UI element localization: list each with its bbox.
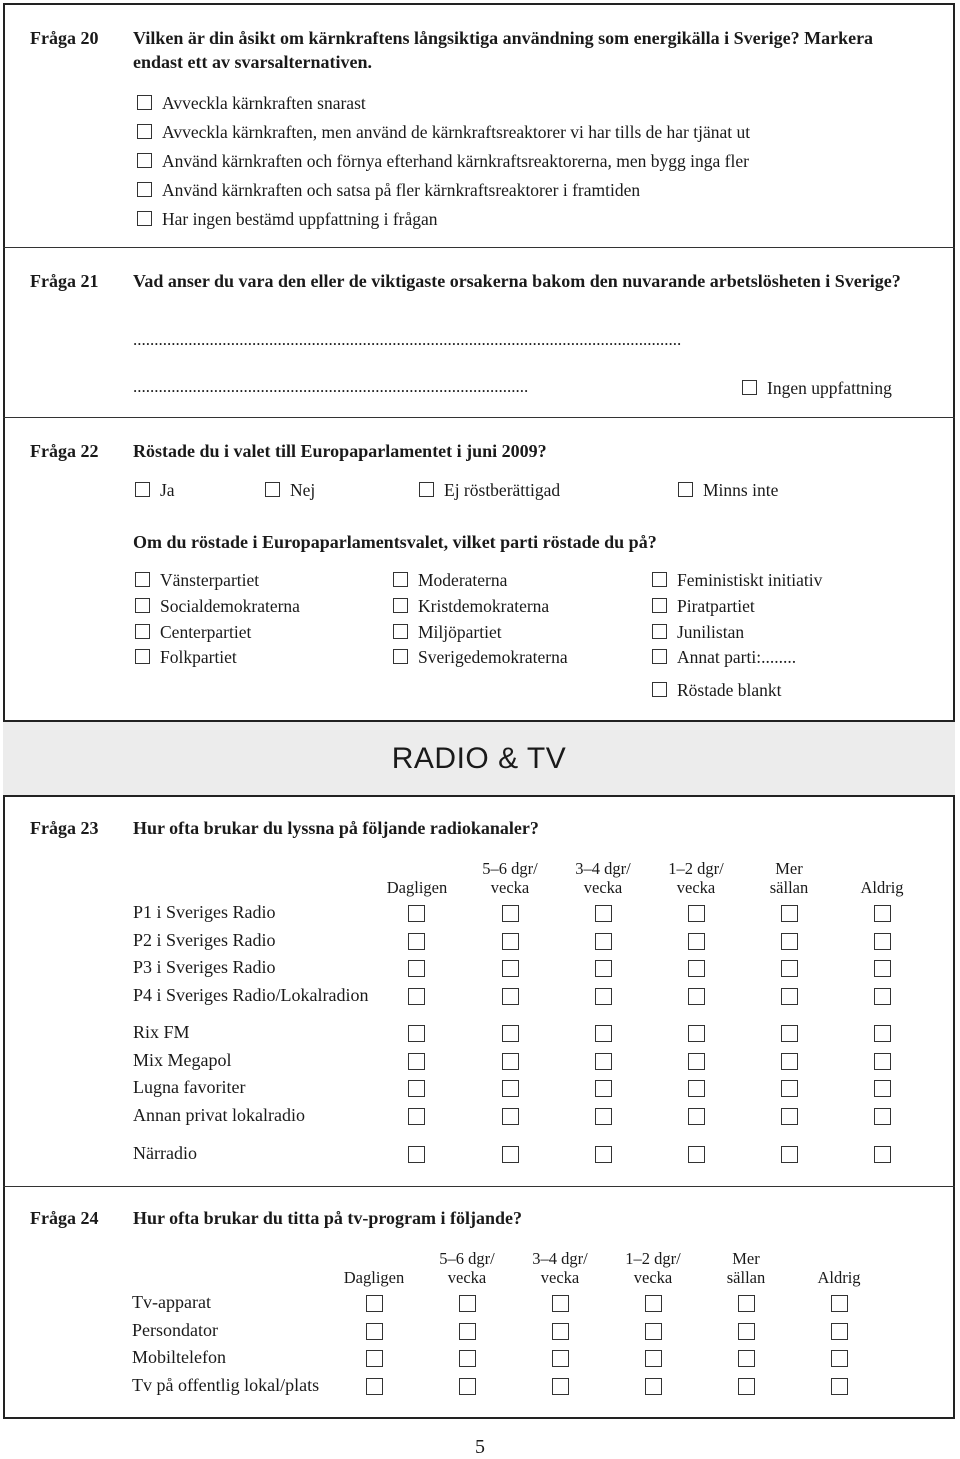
q23-frequency-checkbox[interactable] (781, 1025, 798, 1042)
q24-frequency-checkbox[interactable] (366, 1378, 383, 1395)
checkbox[interactable] (137, 211, 152, 226)
q24-frequency-checkbox[interactable] (831, 1378, 848, 1395)
checkbox[interactable] (137, 153, 152, 168)
q23-frequency-checkbox[interactable] (781, 1108, 798, 1125)
q23-frequency-checkbox[interactable] (502, 905, 519, 922)
q23-frequency-checkbox[interactable] (595, 1025, 612, 1042)
q21-answer-line-1[interactable]: ................................................................................................................................. (133, 330, 682, 349)
checkbox[interactable] (393, 624, 408, 639)
party-option[interactable]: Junilistan (652, 622, 744, 643)
q23-frequency-checkbox[interactable] (408, 960, 425, 977)
q23-frequency-checkbox[interactable] (502, 1080, 519, 1097)
q23-frequency-checkbox[interactable] (595, 1146, 612, 1163)
column-header: Mer sällan (726, 1249, 766, 1287)
q22-number: Fråga 22 (30, 441, 99, 461)
checkbox[interactable] (393, 649, 408, 664)
q24-frequency-checkbox[interactable] (831, 1295, 848, 1312)
q24-frequency-checkbox[interactable] (738, 1350, 755, 1367)
column-header: Dagligen (386, 878, 448, 897)
column-header: Mer sällan (769, 859, 809, 897)
q23-frequency-checkbox[interactable] (688, 1025, 705, 1042)
q23-frequency-checkbox[interactable] (874, 1053, 891, 1070)
q23-frequency-checkbox[interactable] (502, 933, 519, 950)
q23-frequency-checkbox[interactable] (408, 933, 425, 950)
q20-question: Vilken är din åsikt om kärnkraftens långsiktiga användning som energikälla i Sverige? Markera endast ett av svarsalternativen. (133, 28, 874, 72)
q24-frequency-checkbox[interactable] (459, 1295, 476, 1312)
checkbox[interactable] (135, 598, 150, 613)
q23-frequency-checkbox[interactable] (595, 988, 612, 1005)
q20-option-1[interactable]: Avveckla kärnkraften snarast (137, 93, 366, 114)
q23-row-label: P1 i Sveriges Radio (133, 902, 276, 922)
party-option[interactable]: Socialdemokraterna (135, 596, 300, 617)
q24-frequency-checkbox[interactable] (738, 1378, 755, 1395)
q23-frequency-checkbox[interactable] (595, 960, 612, 977)
q24-frequency-checkbox[interactable] (552, 1295, 569, 1312)
section-title: RADIO & TV (391, 742, 567, 775)
divider (3, 247, 955, 248)
checkbox[interactable] (137, 182, 152, 197)
party-option[interactable]: Centerpartiet (135, 622, 251, 643)
q23-frequency-checkbox[interactable] (874, 1108, 891, 1125)
q24-frequency-checkbox[interactable] (366, 1323, 383, 1340)
q23-row-label: Lugna favoriter (133, 1077, 246, 1097)
q23-row-label: Annan privat lokalradio (133, 1105, 305, 1125)
q24-frequency-checkbox[interactable] (459, 1350, 476, 1367)
q23-frequency-checkbox[interactable] (502, 960, 519, 977)
party-option[interactable]: Folkpartiet (135, 647, 237, 668)
q23-row-label: Närradio (133, 1143, 197, 1163)
q24-frequency-checkbox[interactable] (459, 1378, 476, 1395)
q23-frequency-checkbox[interactable] (781, 1053, 798, 1070)
q23-frequency-checkbox[interactable] (874, 1146, 891, 1163)
column-header: 5–6 dgr/ vecka (482, 859, 538, 897)
q20-option-5[interactable]: Har ingen bestämd uppfattning i frågan (137, 209, 438, 230)
q23-row-label: P2 i Sveriges Radio (133, 930, 276, 950)
q24-frequency-checkbox[interactable] (552, 1350, 569, 1367)
q20-option-4[interactable]: Använd kärnkraften och satsa på fler kärnkraftsreaktorer i framtiden (137, 180, 640, 201)
page-number: 5 (475, 1436, 485, 1458)
q24-row-label: Tv-apparat (132, 1292, 211, 1312)
column-header: 5–6 dgr/ vecka (439, 1249, 495, 1287)
q22-option-nej[interactable]: Nej (265, 480, 315, 501)
party-option-other[interactable]: Annat parti:........ (652, 647, 796, 668)
q23-frequency-checkbox[interactable] (408, 905, 425, 922)
checkbox[interactable] (678, 482, 693, 497)
q23-row-label: P3 i Sveriges Radio (133, 957, 276, 977)
q20-option-3[interactable]: Använd kärnkraften och förnya efterhand kärnkraftsreaktorerna, men bygg inga fler (137, 151, 749, 172)
checkbox[interactable] (135, 624, 150, 639)
q22-option-minns-inte[interactable]: Minns inte (678, 480, 778, 501)
column-header: Aldrig (860, 878, 904, 897)
q23-frequency-checkbox[interactable] (688, 1108, 705, 1125)
q23-frequency-checkbox[interactable] (595, 1053, 612, 1070)
checkbox[interactable] (652, 682, 667, 697)
q24-frequency-checkbox[interactable] (645, 1323, 662, 1340)
q23-frequency-checkbox[interactable] (874, 960, 891, 977)
q24-frequency-checkbox[interactable] (738, 1295, 755, 1312)
q24-row-label: Mobiltelefon (132, 1347, 226, 1367)
q23-question: Hur ofta brukar du lyssna på följande radiokanaler? (133, 818, 539, 838)
section-banner (3, 720, 955, 797)
q24-frequency-checkbox[interactable] (459, 1323, 476, 1340)
checkbox[interactable] (137, 124, 152, 139)
q23-frequency-checkbox[interactable] (781, 988, 798, 1005)
checkbox[interactable] (393, 598, 408, 613)
q23-frequency-checkbox[interactable] (408, 988, 425, 1005)
q23-frequency-checkbox[interactable] (874, 905, 891, 922)
q24-frequency-checkbox[interactable] (552, 1378, 569, 1395)
q23-row-label: Mix Megapol (133, 1050, 232, 1070)
checkbox[interactable] (135, 482, 150, 497)
q23-frequency-checkbox[interactable] (688, 1053, 705, 1070)
q23-frequency-checkbox[interactable] (688, 933, 705, 950)
checkbox[interactable] (265, 482, 280, 497)
checkbox[interactable] (742, 380, 757, 395)
party-option[interactable]: Sverigedemokraterna (393, 647, 568, 668)
checkbox[interactable] (652, 598, 667, 613)
checkbox[interactable] (137, 95, 152, 110)
q24-frequency-checkbox[interactable] (552, 1323, 569, 1340)
q23-frequency-checkbox[interactable] (688, 1146, 705, 1163)
divider (3, 1186, 955, 1187)
q21-answer-line-2[interactable]: ............................................................................................. (133, 377, 529, 396)
q20-option-2[interactable]: Avveckla kärnkraften, men använd de kärnkraftsreaktorer vi har tills de har tjänat ut (137, 122, 750, 143)
checkbox[interactable] (393, 572, 408, 587)
q23-frequency-checkbox[interactable] (688, 905, 705, 922)
q24-frequency-checkbox[interactable] (831, 1350, 848, 1367)
q24-frequency-checkbox[interactable] (831, 1323, 848, 1340)
q23-row-label: Rix FM (133, 1022, 190, 1042)
q23-frequency-checkbox[interactable] (408, 1146, 425, 1163)
q24-number: Fråga 24 (30, 1208, 99, 1228)
q23-frequency-checkbox[interactable] (502, 988, 519, 1005)
checkbox[interactable] (419, 482, 434, 497)
party-option[interactable]: Miljöpartiet (393, 622, 502, 643)
q23-frequency-checkbox[interactable] (502, 1146, 519, 1163)
q22-option-ja[interactable]: Ja (135, 480, 175, 501)
checkbox[interactable] (652, 649, 667, 664)
q24-frequency-checkbox[interactable] (366, 1295, 383, 1312)
q23-frequency-checkbox[interactable] (688, 1080, 705, 1097)
q23-frequency-checkbox[interactable] (781, 960, 798, 977)
q23-frequency-checkbox[interactable] (688, 960, 705, 977)
q23-number: Fråga 23 (30, 818, 99, 838)
checkbox[interactable] (135, 649, 150, 664)
q23-frequency-checkbox[interactable] (781, 1080, 798, 1097)
column-header: 3–4 dgr/ vecka (532, 1249, 588, 1287)
party-option[interactable]: Kristdemokraterna (393, 596, 549, 617)
party-option[interactable]: Vänsterpartiet (135, 570, 259, 591)
q23-frequency-checkbox[interactable] (781, 905, 798, 922)
q22-sub-question: Om du röstade i Europaparlamentsvalet, vilket parti röstade du på? (133, 532, 657, 552)
q23-frequency-checkbox[interactable] (688, 988, 705, 1005)
divider (3, 417, 955, 418)
q23-frequency-checkbox[interactable] (408, 1080, 425, 1097)
q20-number: Fråga 20 (30, 28, 99, 48)
q24-row-label: Tv på offentlig lokal/plats (132, 1375, 320, 1395)
q23-frequency-checkbox[interactable] (595, 933, 612, 950)
q23-frequency-checkbox[interactable] (408, 1025, 425, 1042)
q23-frequency-checkbox[interactable] (874, 988, 891, 1005)
column-header: 1–2 dgr/ vecka (668, 859, 724, 897)
q24-frequency-checkbox[interactable] (645, 1350, 662, 1367)
q23-frequency-checkbox[interactable] (502, 1108, 519, 1125)
q24-frequency-checkbox[interactable] (738, 1323, 755, 1340)
q23-frequency-checkbox[interactable] (595, 1080, 612, 1097)
column-header: Dagligen (343, 1268, 405, 1287)
column-header: 1–2 dgr/ vecka (625, 1249, 681, 1287)
column-header: 3–4 dgr/ vecka (575, 859, 631, 897)
q23-frequency-checkbox[interactable] (408, 1108, 425, 1125)
party-option[interactable]: Moderaterna (393, 570, 507, 591)
q23-frequency-checkbox[interactable] (874, 1080, 891, 1097)
column-header: Aldrig (817, 1268, 861, 1287)
q24-frequency-checkbox[interactable] (645, 1378, 662, 1395)
q23-frequency-checkbox[interactable] (408, 1053, 425, 1070)
q21-number: Fråga 21 (30, 271, 99, 291)
q21-no-opinion[interactable]: Ingen uppfattning (742, 378, 892, 399)
checkbox[interactable] (135, 572, 150, 587)
party-option[interactable]: Piratpartiet (652, 596, 755, 617)
checkbox[interactable] (652, 572, 667, 587)
q21-question: Vad anser du vara den eller de viktigaste orsakerna bakom den nuvarande arbetslösheten i Sverige? (133, 271, 901, 291)
q23-frequency-checkbox[interactable] (874, 1025, 891, 1042)
q23-frequency-checkbox[interactable] (595, 1108, 612, 1125)
q22-option-ej-rostberattigad[interactable]: Ej röstberättigad (419, 480, 560, 501)
q23-frequency-checkbox[interactable] (502, 1053, 519, 1070)
q23-row-label: P4 i Sveriges Radio/Lokalradion (133, 985, 369, 1005)
party-option[interactable]: Feministiskt initiativ (652, 570, 822, 591)
q23-frequency-checkbox[interactable] (781, 933, 798, 950)
q24-row-label: Persondator (132, 1320, 218, 1340)
party-option-blank[interactable]: Röstade blankt (652, 680, 782, 701)
checkbox[interactable] (652, 624, 667, 639)
q23-frequency-checkbox[interactable] (781, 1146, 798, 1163)
q24-frequency-checkbox[interactable] (366, 1350, 383, 1367)
q23-frequency-checkbox[interactable] (874, 933, 891, 950)
q24-frequency-checkbox[interactable] (645, 1295, 662, 1312)
q23-frequency-checkbox[interactable] (595, 905, 612, 922)
q24-question: Hur ofta brukar du titta på tv-program i följande? (133, 1208, 523, 1228)
q23-frequency-checkbox[interactable] (502, 1025, 519, 1042)
q22-question: Röstade du i valet till Europaparlamentet i juni 2009? (133, 441, 547, 461)
